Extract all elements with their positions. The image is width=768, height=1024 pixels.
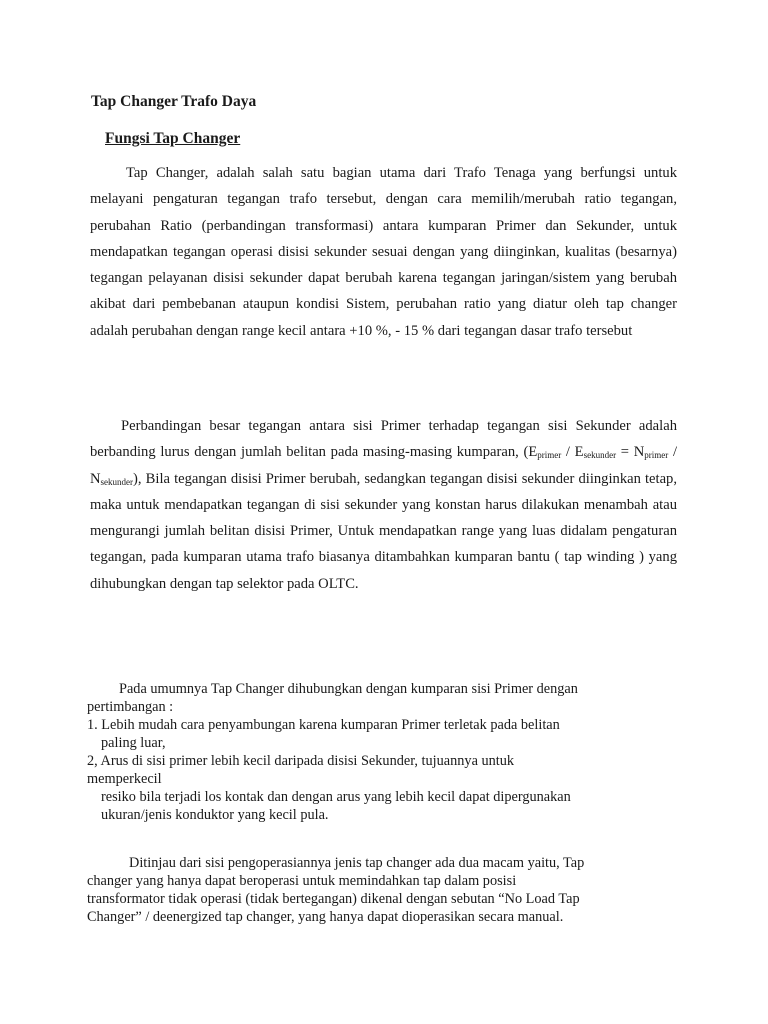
text-line: transformator tidak operasi (tidak bertegangan) dikenal dengan sebutan “No Load Tap <box>87 891 580 907</box>
text-line: changer yang hanya dapat beroperasi untuk memindahkan tap dalam posisi <box>87 873 517 889</box>
list-item: 2, Arus di sisi primer lebih kecil daripada disisi Sekunder, tujuannya untuk <box>87 753 515 769</box>
paragraph-text: Tap Changer, adalah salah satu bagian utama dari Trafo Tenaga yang berfungsi untuk melayani pengaturan tegangan trafo tersebut, dengan cara memilih/merubah ratio tegangan, perubahan Ratio (perbandingan transformasi) antara kumparan Primer dan Sekunder, untuk mendapatkan tegangan operasi disisi sekunder sesuai dengan yang diinginkan, kualitas (besarnya) tegangan pelayanan disisi sekunder dapat berubah karena tegangan jaringan/sistem yang berubah akibat dari pembebanan ataupun kondisi Sistem, perubahan ratio yang diatur oleh tap changer adalah perubahan dengan range kecil antara +10 %, - 15 % dari tegangan dasar trafo tersebut <box>90 165 677 339</box>
text-line: paling luar, <box>101 735 166 751</box>
ratio-text-e: ), Bila tegangan disisi Primer berubah, sedangkan tegangan disisi sekunder diinginkan tetap, maka untuk mendapatkan tegangan di sisi sekunder yang konstan harus dilakukan menambah atau mengurangi jumlah belitan disisi Primer, Untuk mendapatkan range yang luas didalam pengaturan tegangan, pada kumparan utama trafo biasanya ditambahkan kumparan bantu ( tap winding ) yang dihubungkan dengan tap selektor pada OLTC. <box>90 470 677 592</box>
paragraph-operation-types <box>87 854 687 926</box>
subscript-sekunder: sekunder <box>100 476 134 487</box>
text-line: pertimbangan : <box>87 699 174 715</box>
ratio-text-b: / E <box>561 444 584 461</box>
paragraph-voltage-ratio <box>90 413 677 597</box>
text-line: Pada umumnya Tap Changer dihubungkan dengan kumparan sisi Primer dengan <box>119 681 578 697</box>
paragraph-tap-changer-function <box>90 160 677 344</box>
document-title: Tap Changer Trafo Daya <box>91 93 257 110</box>
subscript-primer: primer <box>644 450 669 461</box>
ratio-text-d: / N <box>90 444 677 487</box>
ratio-text-a: Perbandingan besar tegangan antara sisi Primer terhadap tegangan sisi Sekunder adalah berbanding lurus dengan jumlah belitan pada masing-masing kumparan, (E <box>90 418 677 461</box>
text-line: memperkecil <box>87 771 162 787</box>
section-heading: Fungsi Tap Changer <box>105 130 241 147</box>
text-line: Changer” / deenergized tap changer, yang hanya dapat dioperasikan secara manual. <box>87 909 564 925</box>
text-line: ukuran/jenis konduktor yang kecil pula. <box>101 807 329 823</box>
list-item: 1. Lebih mudah cara penyambungan karena kumparan Primer terletak pada belitan <box>87 717 560 733</box>
text-line: resiko bila terjadi los kontak dan dengan arus yang lebih kecil dapat dipergunakan <box>101 789 571 805</box>
subscript-primer: primer <box>537 450 562 461</box>
paragraph-considerations <box>87 680 687 824</box>
text-line: Ditinjau dari sisi pengoperasiannya jenis tap changer ada dua macam yaitu, Tap <box>129 855 585 871</box>
subscript-sekunder: sekunder <box>583 450 617 461</box>
ratio-text-c: = N <box>616 444 645 461</box>
